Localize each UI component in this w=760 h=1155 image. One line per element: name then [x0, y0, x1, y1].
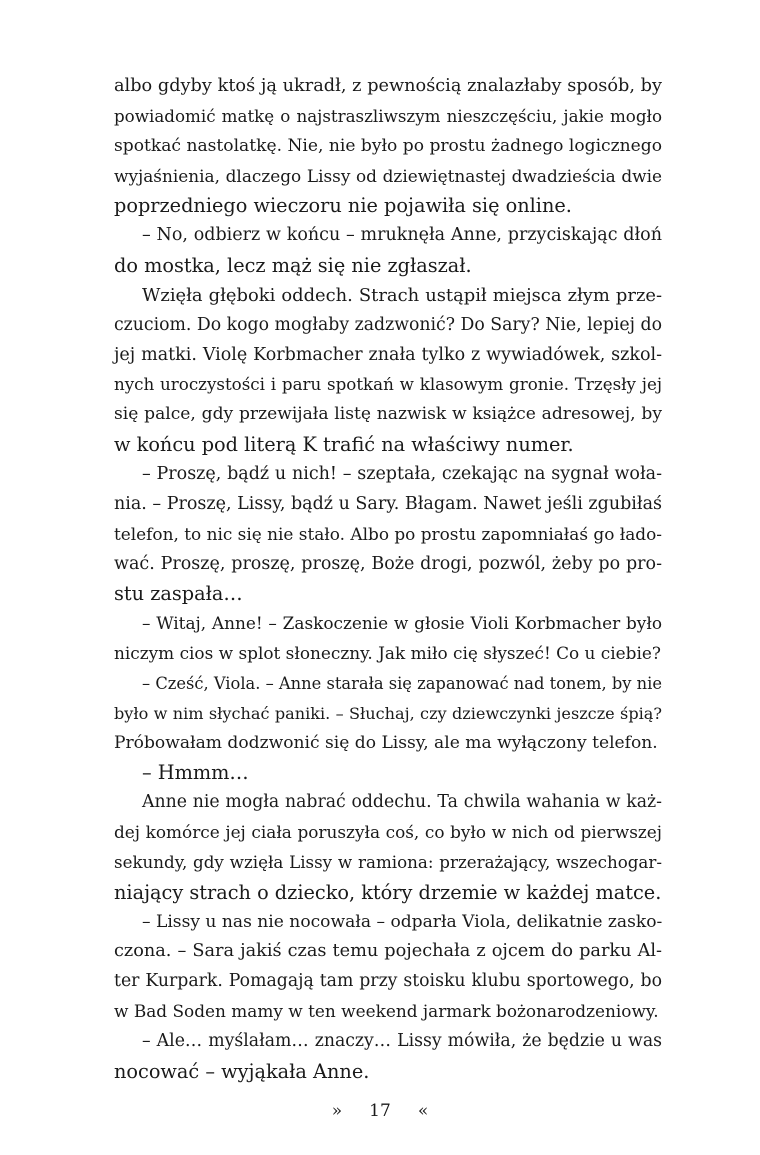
- text-line: do mostka, lecz mąż się nie zgłaszał.: [114, 254, 472, 278]
- text-line: czuciom. Do kogo mogłaby zadzwonić? Do Sary? Nie, lepiej do: [114, 314, 662, 335]
- folio-left-mark: »: [331, 1101, 343, 1121]
- text-line: – Lissy u nas nie nocowała – odparła Viola, delikatnie zasko-: [142, 911, 663, 932]
- text-line: nocować – wyjąkała Anne.: [114, 1059, 370, 1083]
- text-line: było w nim słychać paniki. – Słuchaj, czy dziewczynki jeszcze śpią?: [114, 703, 662, 723]
- text-line: czona. – Sara jakiś czas temu pojechała z ojcem do parku Al-: [114, 941, 662, 962]
- text-line: wać. Proszę, proszę, proszę, Boże drogi, pozwól, żeby po pro-: [114, 553, 662, 574]
- text-line: powiadomić matkę o najstraszliwszym nieszczęściu, jakie mogło: [114, 105, 662, 126]
- text-line: stu zaspała…: [114, 582, 243, 606]
- text-line: Próbowałam dodzwonić się do Lissy, ale ma wyłączony telefon.: [114, 732, 658, 753]
- text-line: – Proszę, bądź u nich! – szeptała, czekając na sygnał woła-: [142, 463, 662, 484]
- text-line: – Witaj, Anne! – Zaskoczenie w głosie Violi Korbmacher było: [142, 613, 662, 634]
- text-line: – Hmmm…: [142, 761, 249, 785]
- text-line: – Cześć, Viola. – Anne starała się zapanować nad tonem, by nie: [142, 673, 662, 693]
- body-text: [114, 72, 662, 1087]
- text-line: Wzięła głęboki oddech. Strach ustąpił miejsca złym prze-: [142, 284, 662, 306]
- page-footer: [0, 1100, 760, 1122]
- text-line: – No, odbierz w końcu – mruknęła Anne, przyciskając dłoń: [142, 225, 662, 246]
- text-line: poprzedniego wieczoru nie pojawiła się online.: [114, 194, 572, 218]
- text-line: wyjaśnienia, dlaczego Lissy od dziewiętnastej dwadzieścia dwie: [114, 165, 662, 186]
- text-line: ter Kurpark. Pomagają tam przy stoisku klubu sportowego, bo: [114, 971, 662, 992]
- text-line: sekundy, gdy wzięła Lissy w ramiona: przerażający, wszechogar-: [114, 851, 662, 872]
- text-line: w Bad Soden mamy w ten weekend jarmark bożonarodzeniowy.: [114, 1001, 659, 1022]
- text-line: Anne nie mogła nabrać oddechu. Ta chwila wahania w każ-: [142, 792, 662, 813]
- folio-right-mark: «: [417, 1101, 429, 1121]
- text-line: niający strach o dziecko, który drzemie w każdej matce.: [114, 880, 662, 904]
- text-line: nia. – Proszę, Lissy, bądź u Sary. Błagam. Nawet jeśli zgubiłaś: [114, 493, 662, 514]
- text-line: niczym cios w splot słoneczny. Jak miło cię słyszeć! Co u ciebie?: [114, 643, 661, 664]
- text-line: w końcu pod literą K trafić na właściwy numer.: [114, 433, 574, 457]
- text-line: nych uroczystości i paru spotkań w klasowym gronie. Trzęsły jej: [114, 374, 662, 395]
- text-line: telefon, to nic się nie stało. Albo po prostu zapomniałaś go łado-: [114, 523, 662, 544]
- text-line: spotkać nastolatkę. Nie, nie było po prostu żadnego logicznego: [114, 135, 662, 156]
- text-line: się palce, gdy przewijała listę nazwisk w książce adresowej, by: [114, 404, 662, 425]
- page-number: 17: [369, 1101, 391, 1121]
- text-line: albo gdyby ktoś ją ukradł, z pewnością znalazłaby sposób, by: [114, 76, 662, 96]
- text-line: dej komórce jej ciała poruszyła coś, co było w nich od pierwszej: [114, 822, 662, 843]
- text-line: – Ale… myślałam… znaczy… Lissy mówiła, że będzie u was: [142, 1031, 662, 1051]
- text-line: jej matki. Violę Korbmacher znała tylko z wywiadówek, szkol-: [114, 344, 662, 365]
